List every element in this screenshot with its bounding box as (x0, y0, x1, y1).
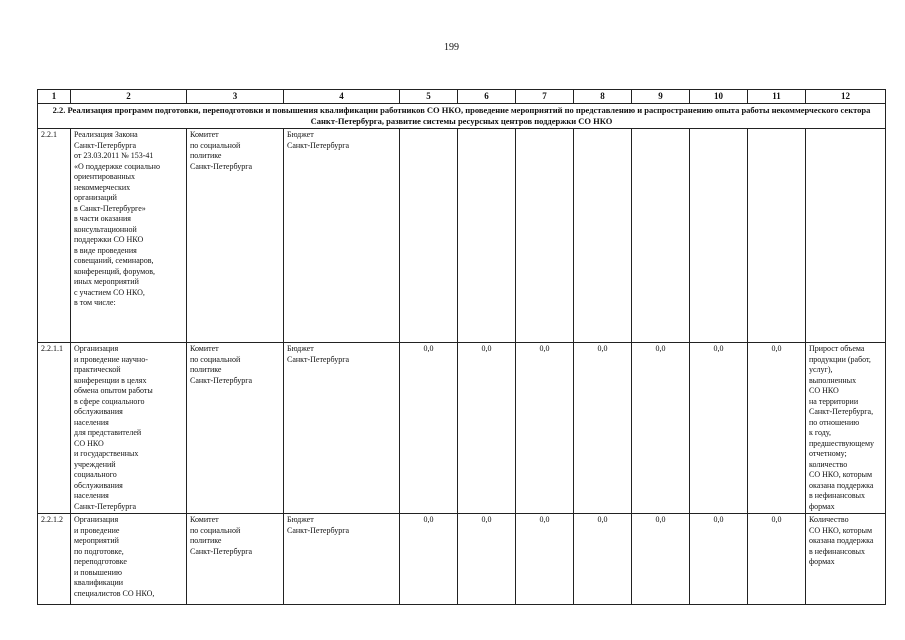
column-number: 12 (806, 90, 886, 104)
row-executor: Комитет по социальной политике Санкт-Петербурга (187, 129, 284, 343)
row-code: 2.2.1.2 (38, 514, 71, 605)
page-number: 199 (444, 42, 459, 53)
row-funding-source: Бюджет Санкт-Петербурга (284, 129, 400, 343)
table-row (38, 129, 886, 343)
column-number: 1 (38, 90, 71, 104)
row-funding-source: Бюджет Санкт-Петербурга (284, 514, 400, 605)
row-name: Реализация Закона Санкт-Петербурга от 23.03.2011 № 153-41 «О поддержке социально ориентированных некоммерческих организаций в Санкт-Петербурге» в части оказания консультационной поддержки СО НКО в виде проведения совещаний, семинаров, конференций, форумов, иных мероприятий с участием СО НКО, в том числе: (71, 129, 187, 343)
row-value (690, 129, 748, 343)
row-name: Организация и проведение научно- практической конференции в целях обмена опытом работы в сфере социального обслуживания населения для представителей СО НКО и государственных учреждений социального обслуживания населения Санкт-Петербурга (71, 343, 187, 514)
row-value (400, 129, 458, 343)
row-value: 0,0 (516, 343, 574, 514)
row-value (632, 129, 690, 343)
row-code: 2.2.1.1 (38, 343, 71, 514)
section-title: 2.2. Реализация программ подготовки, переподготовки и повышения квалификации работников СО НКО, проведение мероприятий по представлению и распространению опыта работы некоммерческого сектора Санкт-Петербурга, развитие системы ресурсных центров поддержки СО НКО (38, 104, 886, 129)
row-value: 0,0 (458, 514, 516, 605)
row-value: 0,0 (690, 343, 748, 514)
table-row (38, 343, 886, 514)
column-number: 3 (187, 90, 284, 104)
row-indicator: Количество СО НКО, которым оказана поддержка в нефинансовых формах (806, 514, 886, 605)
row-indicator (806, 129, 886, 343)
row-value (574, 129, 632, 343)
table-row (38, 514, 886, 605)
row-executor: Комитет по социальной политике Санкт-Петербурга (187, 343, 284, 514)
column-number-row (38, 90, 886, 104)
row-value (458, 129, 516, 343)
row-value: 0,0 (400, 514, 458, 605)
row-funding-source: Бюджет Санкт-Петербурга (284, 343, 400, 514)
row-value: 0,0 (632, 343, 690, 514)
row-value (516, 129, 574, 343)
row-executor: Комитет по социальной политике Санкт-Петербурга (187, 514, 284, 605)
row-value: 0,0 (516, 514, 574, 605)
row-value: 0,0 (574, 514, 632, 605)
column-number: 7 (516, 90, 574, 104)
column-number: 2 (71, 90, 187, 104)
row-value: 0,0 (400, 343, 458, 514)
row-value: 0,0 (690, 514, 748, 605)
row-value: 0,0 (458, 343, 516, 514)
column-number: 4 (284, 90, 400, 104)
section-row (38, 104, 886, 129)
column-number: 8 (574, 90, 632, 104)
column-number: 9 (632, 90, 690, 104)
row-value (748, 129, 806, 343)
column-number: 6 (458, 90, 516, 104)
row-value: 0,0 (748, 514, 806, 605)
column-number: 5 (400, 90, 458, 104)
program-table (37, 89, 886, 605)
column-number: 10 (690, 90, 748, 104)
row-value: 0,0 (632, 514, 690, 605)
row-indicator: Прирост объема продукции (работ, услуг), выполненных СО НКО на территории Санкт-Петербурга, по отношению к году, предшествующему отчетному; количество СО НКО, которым оказана поддержка в нефинансовых формах (806, 343, 886, 514)
row-code: 2.2.1 (38, 129, 71, 343)
row-name: Организация и проведение мероприятий по подготовке, переподготовке и повышению квалификации специалистов СО НКО, (71, 514, 187, 605)
row-value: 0,0 (574, 343, 632, 514)
column-number: 11 (748, 90, 806, 104)
row-value: 0,0 (748, 343, 806, 514)
